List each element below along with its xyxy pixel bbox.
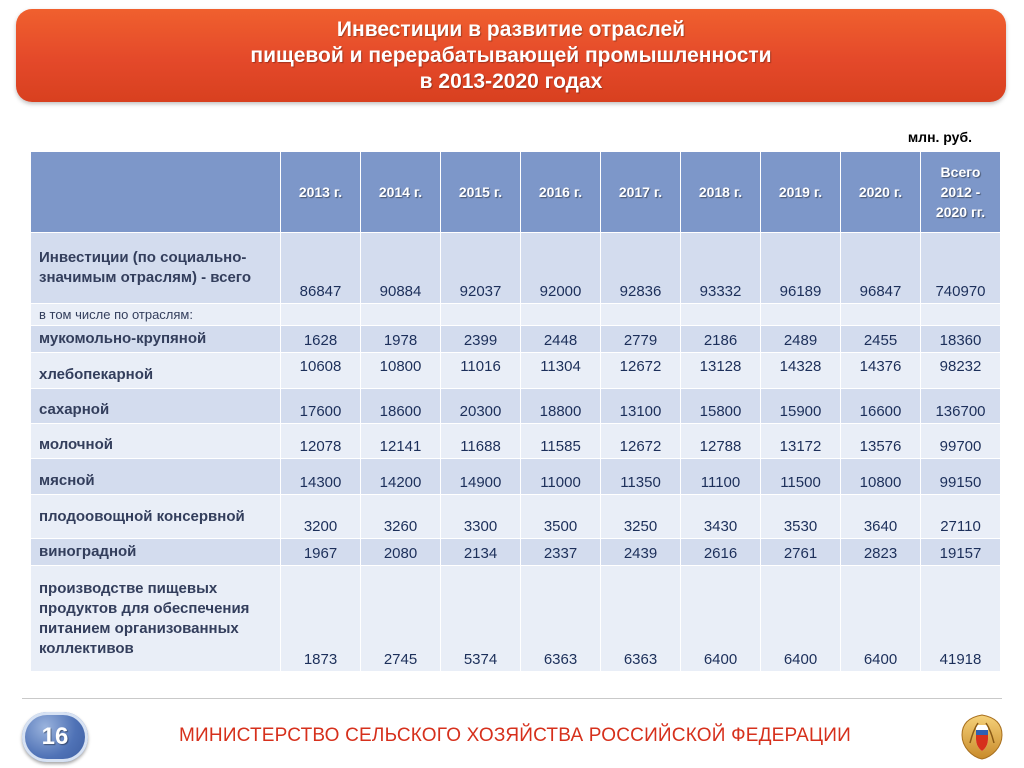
table-cell: 2489 <box>761 326 841 353</box>
total-header-line: 2012 - <box>940 184 981 200</box>
column-header: 2016 г. <box>521 152 601 233</box>
table-cell: 19157 <box>921 539 1001 566</box>
column-header: 2015 г. <box>441 152 521 233</box>
investment-table <box>30 151 1001 672</box>
column-header: 2017 г. <box>601 152 681 233</box>
table-cell <box>761 304 841 326</box>
table-cell: 13128 <box>681 353 761 389</box>
title-line-1: Инвестиции в развитие отраслей <box>336 17 686 41</box>
table-cell: 11500 <box>761 459 841 495</box>
table-cell: 1873 <box>281 566 361 672</box>
table-cell: 14900 <box>441 459 521 495</box>
table-cell: 12078 <box>281 424 361 459</box>
table-cell: 98232 <box>921 353 1001 389</box>
table-cell: 11688 <box>441 424 521 459</box>
table-cell: 740970 <box>921 233 1001 304</box>
table-cell: 2779 <box>601 326 681 353</box>
table-row <box>31 495 1001 539</box>
row-label: Инвестиции (по социально-значимым отраслям) - всего <box>31 233 281 304</box>
table-cell: 11585 <box>521 424 601 459</box>
table-cell <box>601 304 681 326</box>
table-cell: 2616 <box>681 539 761 566</box>
table-cell: 2745 <box>361 566 441 672</box>
row-label: хлебопекарной <box>31 353 281 389</box>
table-cell: 11100 <box>681 459 761 495</box>
table-cell: 11000 <box>521 459 601 495</box>
row-label: сахарной <box>31 389 281 424</box>
table-cell: 2439 <box>601 539 681 566</box>
ministry-name: МИНИСТЕРСТВО СЕЛЬСКОГО ХОЗЯЙСТВА РОССИЙСКОЙ ФЕДЕРАЦИИ <box>179 725 851 746</box>
page-number-badge: 16 <box>22 712 88 762</box>
table-cell: 15900 <box>761 389 841 424</box>
table-cell: 93332 <box>681 233 761 304</box>
table-cell: 3500 <box>521 495 601 539</box>
column-header-total <box>921 152 1001 233</box>
total-header-line: Всего <box>940 164 981 180</box>
table-cell: 2337 <box>521 539 601 566</box>
table-row <box>31 304 1001 326</box>
title-line-3: в 2013-2020 годах <box>419 69 603 93</box>
ministry-emblem-icon <box>958 713 1006 761</box>
row-label: плодоовощной консервной <box>31 495 281 539</box>
table-cell: 15800 <box>681 389 761 424</box>
units-label: млн. руб. <box>907 129 972 145</box>
header-corner-cell <box>31 152 281 233</box>
table-cell: 14200 <box>361 459 441 495</box>
table-cell: 6400 <box>841 566 921 672</box>
table-cell: 12672 <box>601 353 681 389</box>
table-cell: 2399 <box>441 326 521 353</box>
total-header-line: 2020 гг. <box>935 204 986 220</box>
table-cell: 11016 <box>441 353 521 389</box>
table-row <box>31 233 1001 304</box>
table-cell: 20300 <box>441 389 521 424</box>
table-cell: 1978 <box>361 326 441 353</box>
table-cell <box>361 304 441 326</box>
table-cell: 18360 <box>921 326 1001 353</box>
table-cell: 10800 <box>841 459 921 495</box>
table-cell: 3200 <box>281 495 361 539</box>
table-cell: 1628 <box>281 326 361 353</box>
column-header: 2020 г. <box>841 152 921 233</box>
table-cell: 6363 <box>521 566 601 672</box>
table-cell: 11350 <box>601 459 681 495</box>
table-cell: 14376 <box>841 353 921 389</box>
table-cell: 92037 <box>441 233 521 304</box>
table-cell: 3430 <box>681 495 761 539</box>
row-label: виноградной <box>31 539 281 566</box>
table-cell: 6363 <box>601 566 681 672</box>
table-cell <box>281 304 361 326</box>
row-label: производстве пищевых продуктов для обеспечения питанием организованных коллективов <box>31 566 281 672</box>
table-cell: 13100 <box>601 389 681 424</box>
table-cell: 2455 <box>841 326 921 353</box>
table-cell: 6400 <box>761 566 841 672</box>
table-cell: 96189 <box>761 233 841 304</box>
table-cell: 13172 <box>761 424 841 459</box>
table-cell: 1967 <box>281 539 361 566</box>
title-line-2: пищевой и перерабатывающей промышленности <box>250 43 772 67</box>
table-cell: 2134 <box>441 539 521 566</box>
table-cell: 99700 <box>921 424 1001 459</box>
table-cell: 99150 <box>921 459 1001 495</box>
table-cell: 92000 <box>521 233 601 304</box>
table-cell: 12141 <box>361 424 441 459</box>
table-cell: 13576 <box>841 424 921 459</box>
table-row <box>31 424 1001 459</box>
footer-divider <box>22 698 1002 699</box>
table-cell: 86847 <box>281 233 361 304</box>
title-banner <box>16 9 1006 102</box>
table-cell: 12788 <box>681 424 761 459</box>
column-header: 2019 г. <box>761 152 841 233</box>
table-cell: 3260 <box>361 495 441 539</box>
table-header-row <box>31 152 1001 233</box>
table-cell: 92836 <box>601 233 681 304</box>
row-label: молочной <box>31 424 281 459</box>
table-cell: 3250 <box>601 495 681 539</box>
table-cell: 27110 <box>921 495 1001 539</box>
table-cell: 16600 <box>841 389 921 424</box>
table-row <box>31 326 1001 353</box>
table-row <box>31 459 1001 495</box>
column-header: 2013 г. <box>281 152 361 233</box>
table-cell: 2080 <box>361 539 441 566</box>
table-cell: 11304 <box>521 353 601 389</box>
table-cell: 136700 <box>921 389 1001 424</box>
table-cell: 17600 <box>281 389 361 424</box>
table-cell <box>921 304 1001 326</box>
table-cell: 14300 <box>281 459 361 495</box>
table-cell: 41918 <box>921 566 1001 672</box>
table-cell: 3640 <box>841 495 921 539</box>
table-cell: 18800 <box>521 389 601 424</box>
row-label: в том числе по отраслям: <box>31 304 281 326</box>
table-cell <box>441 304 521 326</box>
table-cell: 2761 <box>761 539 841 566</box>
table-cell: 14328 <box>761 353 841 389</box>
table-cell: 12672 <box>601 424 681 459</box>
table-cell: 96847 <box>841 233 921 304</box>
table-cell: 3300 <box>441 495 521 539</box>
table-cell: 10608 <box>281 353 361 389</box>
row-label: мукомольно-крупяной <box>31 326 281 353</box>
table-cell: 3530 <box>761 495 841 539</box>
table-cell: 6400 <box>681 566 761 672</box>
table-cell: 90884 <box>361 233 441 304</box>
column-header: 2014 г. <box>361 152 441 233</box>
table-cell: 2186 <box>681 326 761 353</box>
table-row <box>31 389 1001 424</box>
table-row <box>31 353 1001 389</box>
table-cell <box>841 304 921 326</box>
table-row <box>31 566 1001 672</box>
column-header: 2018 г. <box>681 152 761 233</box>
row-label: мясной <box>31 459 281 495</box>
table-cell: 2823 <box>841 539 921 566</box>
table-cell <box>681 304 761 326</box>
table-row <box>31 539 1001 566</box>
table-cell: 18600 <box>361 389 441 424</box>
table-cell: 10800 <box>361 353 441 389</box>
table-cell: 5374 <box>441 566 521 672</box>
table-cell: 2448 <box>521 326 601 353</box>
table-cell <box>521 304 601 326</box>
